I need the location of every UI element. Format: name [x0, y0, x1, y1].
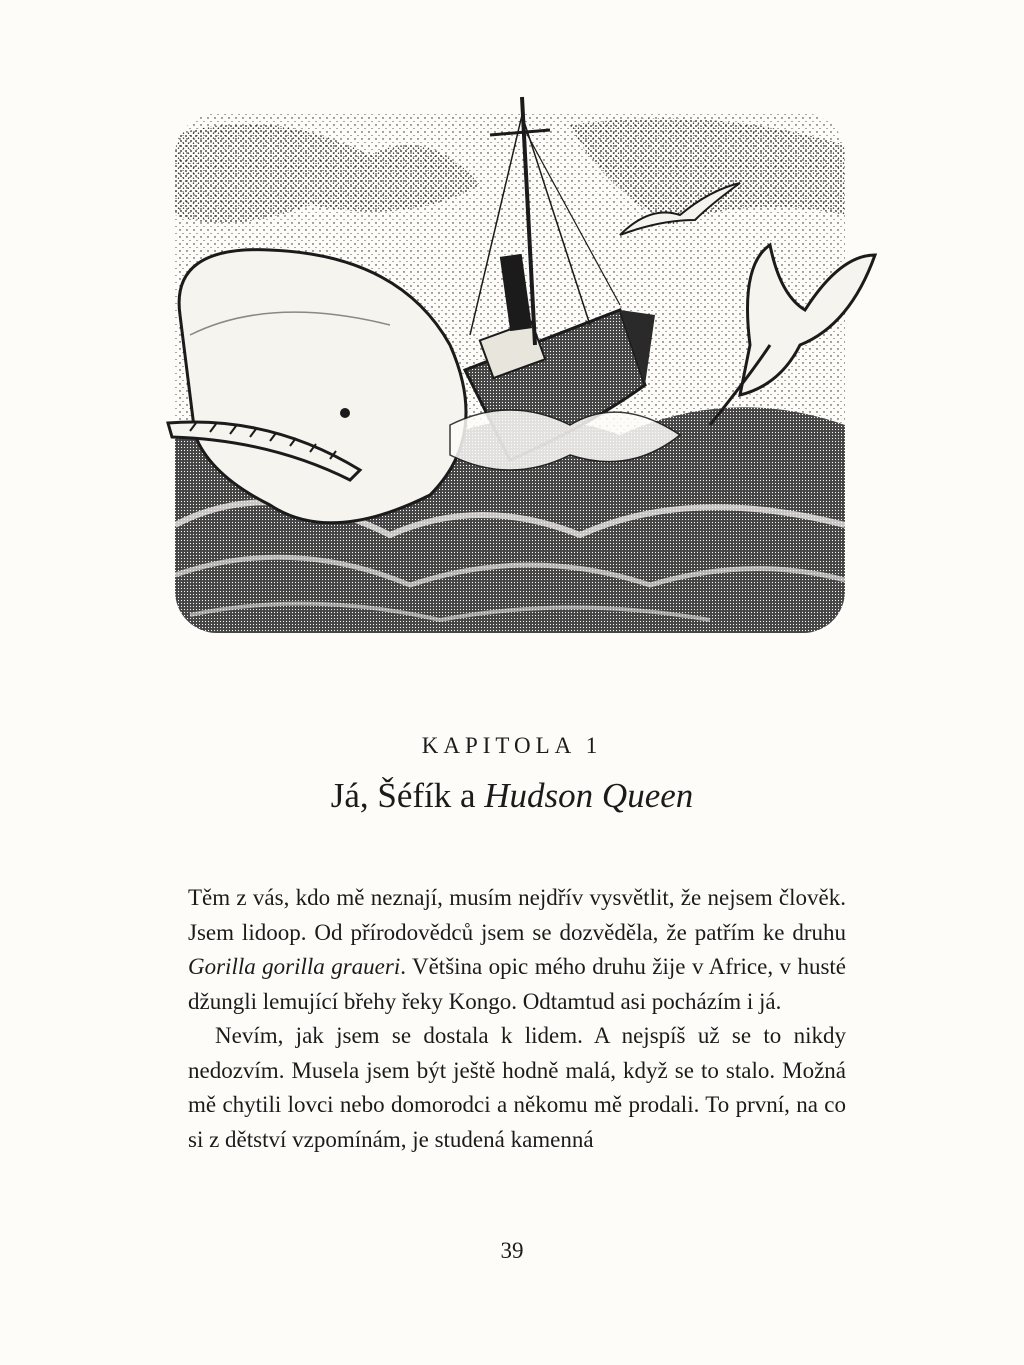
paragraph-2: Nevím, jak jsem se dostala k lidem. A nejspíš už se to nikdy nedozvím. Musela jsem být ještě hodně malá, když se to stalo. Možná mě chytili lovci nebo domorodci a někomu mě prodali. To první, na co si z dětství vzpomínám, je studená kamenná: [188, 1023, 846, 1152]
whale-ship-illustration: [150, 95, 885, 645]
paragraph-1-text-a: Těm z vás, kdo mě neznají, musím nejdřív vysvětlit, že nejsem člověk. Jsem lidoop. Od přírodovědců jsem se dozvěděla, že patřím ke druhu: [188, 885, 846, 945]
chapter-number: KAPITOLA 1: [421, 733, 603, 758]
paragraph-1-text-b: . Většina opic mého druhu žije v Africe, v husté džungli lemující břehy řeky Kongo. Odtamtud asi pocházím i já.: [188, 954, 846, 1014]
species-name: Gorilla gorilla graueri: [188, 954, 401, 979]
page-number: 39: [500, 1238, 524, 1263]
chapter-body: [188, 881, 846, 1157]
chapter-title-text: Já, Šéfík a: [330, 776, 485, 815]
chapter-title: [0, 776, 1024, 816]
paragraph-1: [188, 881, 846, 1019]
ship-name: Hudson Queen: [484, 776, 694, 815]
